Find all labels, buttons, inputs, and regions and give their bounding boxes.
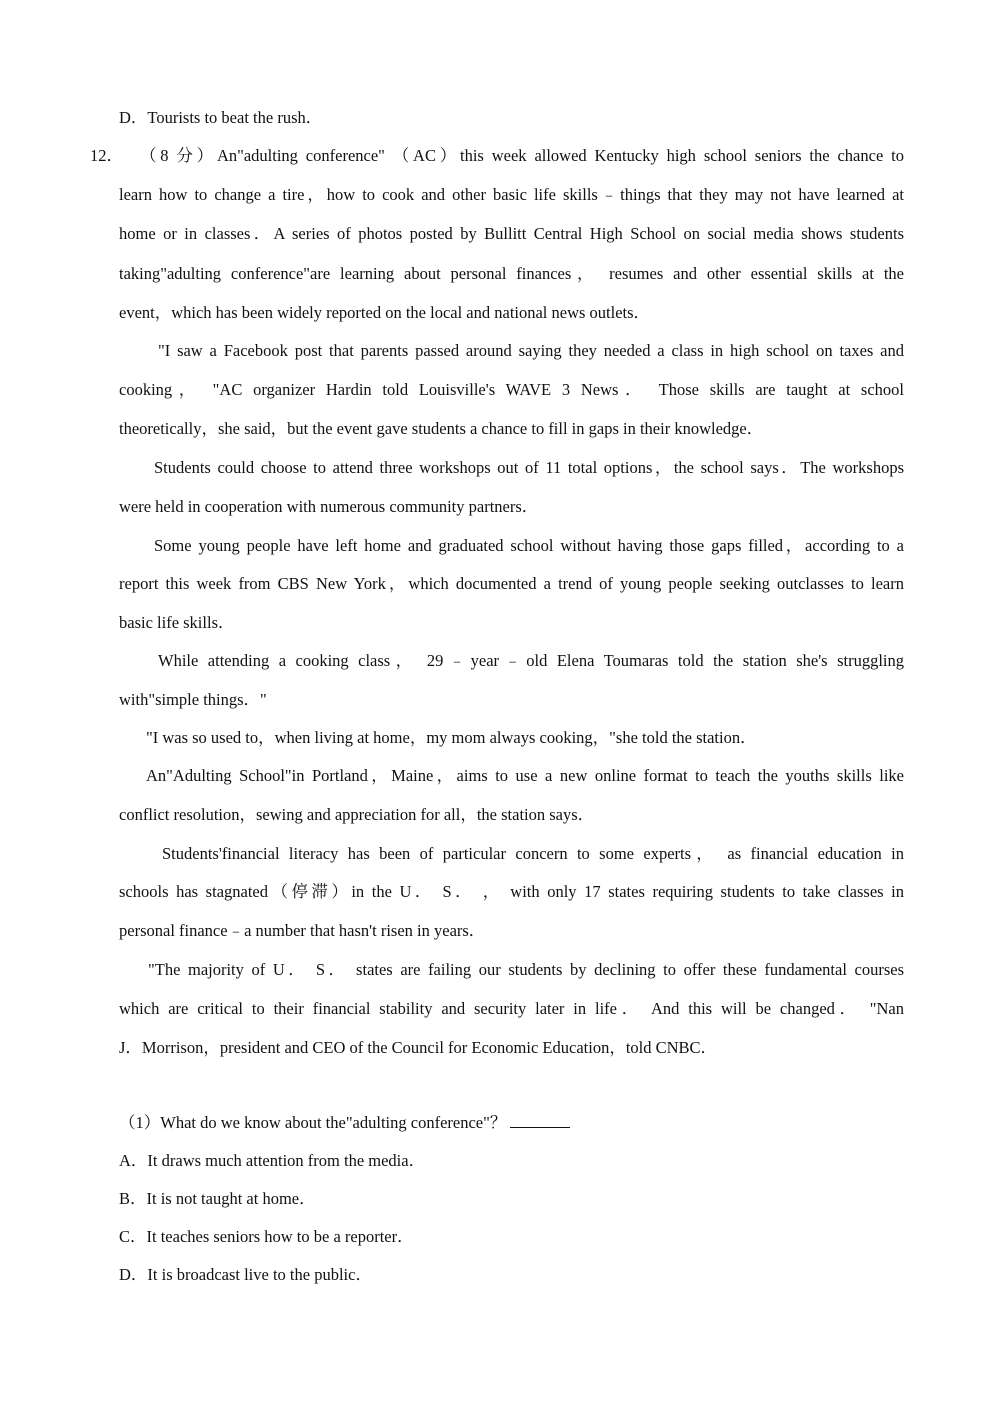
passage-line-21: personal finance﹣a number that hasn't risen in years． — [119, 921, 486, 940]
passage-line-5: event，which has been widely reported on the local and national news outlets． — [119, 303, 651, 322]
passage-line-17: An"Adulting School"in Portland，Maine，aims to use a new online format to teach the youths skills like — [146, 766, 904, 785]
passage-line-4: taking"adulting conference"are learning about personal finances， resumes and other essential skills at the — [119, 264, 904, 283]
passage-line-9: Students could choose to attend three workshops out of 11 total options，the school says．The workshops — [154, 458, 904, 477]
passage-line-20: schools has stagnated（停滞）in the U． S． ， with only 17 states requiring students to take classes in — [119, 882, 904, 901]
passage-line-24: J．Morrison，president and CEO of the Council for Economic Education，told CNBC． — [119, 1038, 718, 1057]
question-1-option-c: C．It teaches seniors how to be a reporter． — [119, 1227, 414, 1246]
passage-line-2: learn how to change a tire，how to cook and other basic life skills﹣things that they may not have learned at — [119, 185, 904, 204]
passage-line-10: were held in cooperation with numerous community partners． — [119, 497, 539, 516]
answer-blank — [510, 1113, 570, 1128]
passage-line-12: report this week from CBS New York，which documented a trend of young people seeking outclasses to learn — [119, 574, 904, 593]
question-1-option-d: D．It is broadcast live to the public． — [119, 1265, 372, 1284]
passage-line-16: "I was so used to，when living at home，my mom always cooking，"she told the station． — [146, 728, 757, 747]
question-number: 12． — [90, 146, 123, 165]
passage-line-6: "I saw a Facebook post that parents passed around saying they needed a class in high school on taxes and — [158, 341, 904, 360]
question-1-option-b: B．It is not taught at home． — [119, 1189, 316, 1208]
passage-line-23: which are critical to their financial stability and security later in life． And this will be changed． "Nan — [119, 999, 904, 1018]
passage-line-14: While attending a cooking class， 29﹣year﹣old Elena Toumaras told the station she's struggling — [158, 651, 904, 670]
passage-line-13: basic life skills． — [119, 613, 235, 632]
passage-line-18: conflict resolution，sewing and appreciation for all，the station says． — [119, 805, 595, 824]
previous-option-d: D．Tourists to beat the rush． — [119, 108, 323, 127]
question-1-option-a: A．It draws much attention from the media． — [119, 1151, 426, 1170]
passage-line-8: theoretically，she said，but the event gave students a chance to fill in gaps in their knowledge． — [119, 419, 764, 438]
passage-line-3: home or in classes．A series of photos posted by Bullitt Central High School on social media shows students — [119, 224, 904, 243]
passage-line-22: "The majority of U． S． states are failing our students by declining to offer these fundamental courses — [148, 960, 904, 979]
passage-line-1: （8 分）An"adulting conference" （AC）this week allowed Kentucky high school seniors the chance to — [140, 146, 904, 165]
passage-line-19: Students'financial literacy has been of particular concern to some experts， as financial education in — [162, 844, 904, 863]
question-1-stem-text: （1）What do we know about the"adulting conference"？ — [119, 1113, 507, 1132]
passage-line-7: cooking， "AC organizer Hardin told Louisville's WAVE 3 News． Those skills are taught at school — [119, 380, 904, 399]
question-1-stem — [119, 1113, 570, 1133]
passage-line-15: with"simple things．" — [119, 690, 267, 709]
passage-line-11: Some young people have left home and graduated school without having those gaps filled，according to a — [154, 536, 904, 555]
